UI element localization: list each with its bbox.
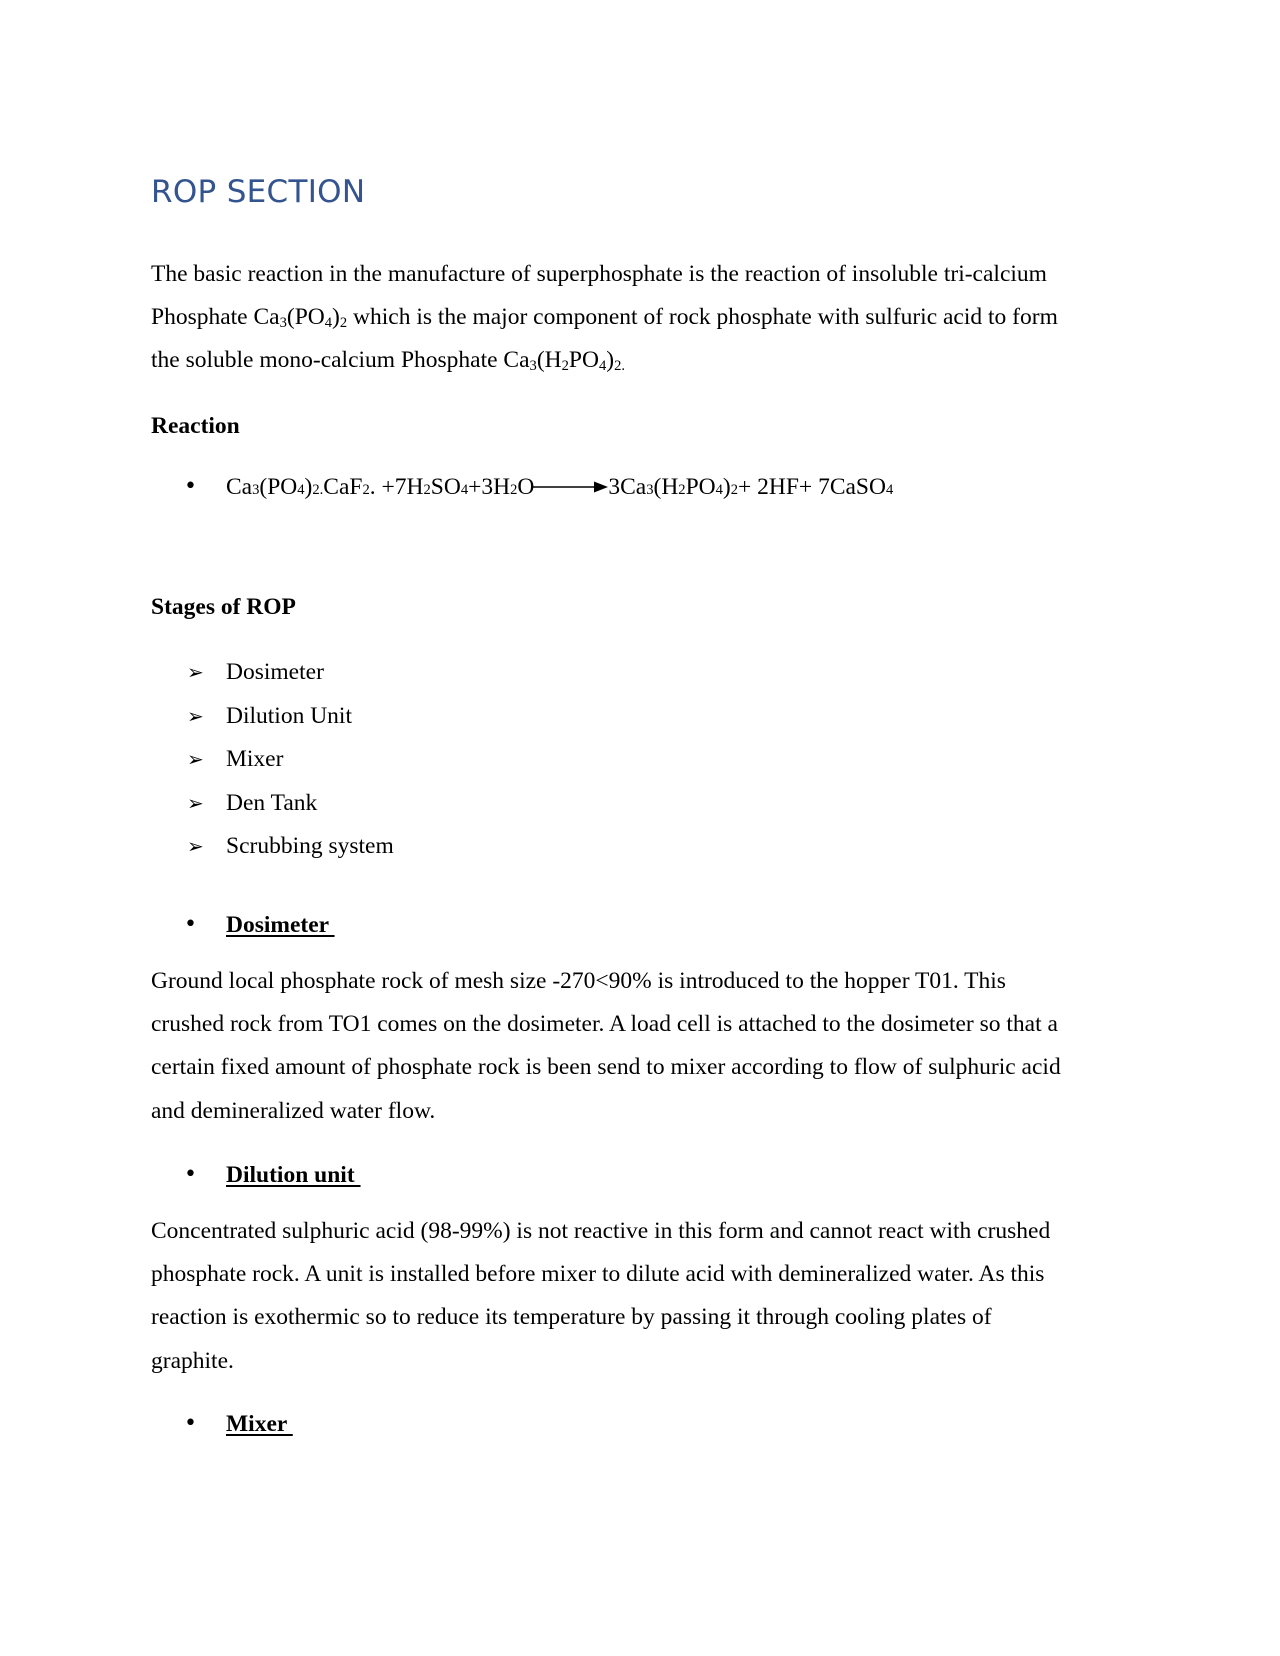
stages-heading: Stages of ROP xyxy=(151,594,296,620)
paragraph-line: and demineralized water flow. xyxy=(151,1097,436,1124)
document-page: ROP SECTION The basic reaction in the manufacture of superphosphate is the reaction of insoluble tri-calcium Phosphate $Ca_3(PO_4)_2$ which is the major component of rock phosphate with sulfuric acid to form the soluble mono-calcium Phosphate $Ca_3(H_2PO_4)_{2.}$ Reaction • Ca 3 (PO 4 ) 2. CaF 2 . +7H 2 SO 4 +3H 2 O 3Ca 3 (H 2 PO 4 ) 2 + 2HF+ 7CaSO 4 Stages of ROP ➢ Dosimeter ➢ Dilution Unit ➢ Mixer ➢ Den Tank ➢ Scrubbing system • Dosimeter Ground local phosphate rock of mesh size -270<90% is introduced to the hopper T01. This crushed rock from TO1 comes on the dosimeter. A load cell is attached to the dosimeter so that a certain fixed amount of phosphate rock is been send to mixer according to flow of sulphuric acid and demineralized water flow. • Dilution unit Concentrated sulphuric acid (98-99%) is not reactive in this form and cannot react with crushed phosphate rock. A unit is installed before mixer to dilute acid with demineralized water. As this reaction is exothermic so to reduce its temperature by passing it through cooling plates of graphite. • Mixer xyxy=(0,0,1280,1656)
intro-paragraph xyxy=(151,253,1141,383)
mixer-heading: Mixer xyxy=(226,1411,293,1437)
dosimeter-heading: Dosimeter xyxy=(226,912,335,938)
bullet-icon: • xyxy=(184,1411,197,1436)
intro-line-1: The basic reaction in the manufacture of superphosphate is the reaction of insoluble tri-calcium xyxy=(151,261,1047,287)
paragraph-line: certain fixed amount of phosphate rock is been send to mixer according to flow of sulphuric acid xyxy=(151,1054,1061,1081)
bullet-icon: • xyxy=(184,912,197,937)
arrow-bullet-icon: ➢ xyxy=(187,790,204,815)
paragraph-line: Ground local phosphate rock of mesh size -270<90% is introduced to the hopper T01. This xyxy=(151,968,1006,994)
paragraph-line: crushed rock from TO1 comes on the dosimeter. A load cell is attached to the dosimeter so that a xyxy=(151,1011,1058,1038)
dosimeter-paragraph xyxy=(151,960,1141,1133)
intro-line-2: Phosphate $Ca_3(PO_4)_2$ which is the major component of rock phosphate with sulfuric acid to form xyxy=(151,304,1058,332)
paragraph-line: phosphate rock. A unit is installed before mixer to dilute acid with demineralized water. As this xyxy=(151,1261,1045,1288)
arrow-bullet-icon: ➢ xyxy=(187,747,204,772)
arrow-bullet-icon: ➢ xyxy=(187,834,204,859)
arrow-bullet-icon: ➢ xyxy=(187,660,204,684)
dilution-paragraph xyxy=(151,1210,1141,1383)
paragraph-line: reaction is exothermic so to reduce its temperature by passing it through cooling plates of xyxy=(151,1304,992,1331)
reaction-heading: Reaction xyxy=(151,413,240,439)
arrow-bullet-icon: ➢ xyxy=(187,703,204,728)
reaction-equation: Ca 3 (PO 4 ) 2. CaF 2 . +7H 2 SO 4 +3H 2 O 3Ca 3 (H 2 PO 4 ) 2 + 2HF+ 7CaSO 4 xyxy=(226,474,894,500)
paragraph-line: Concentrated sulphuric acid (98-99%) is not reactive in this form and cannot react with crushed xyxy=(151,1218,1051,1244)
reaction-arrow-icon xyxy=(532,480,608,494)
bullet-icon: • xyxy=(184,1162,197,1187)
dilution-heading: Dilution unit xyxy=(226,1162,361,1188)
intro-line-3: the soluble mono-calcium Phosphate $Ca_3(H_2PO_4)_{2.}$ xyxy=(151,347,625,375)
paragraph-line: graphite. xyxy=(151,1347,234,1374)
bullet-icon: • xyxy=(184,474,197,499)
section-heading: ROP SECTION xyxy=(151,174,366,210)
